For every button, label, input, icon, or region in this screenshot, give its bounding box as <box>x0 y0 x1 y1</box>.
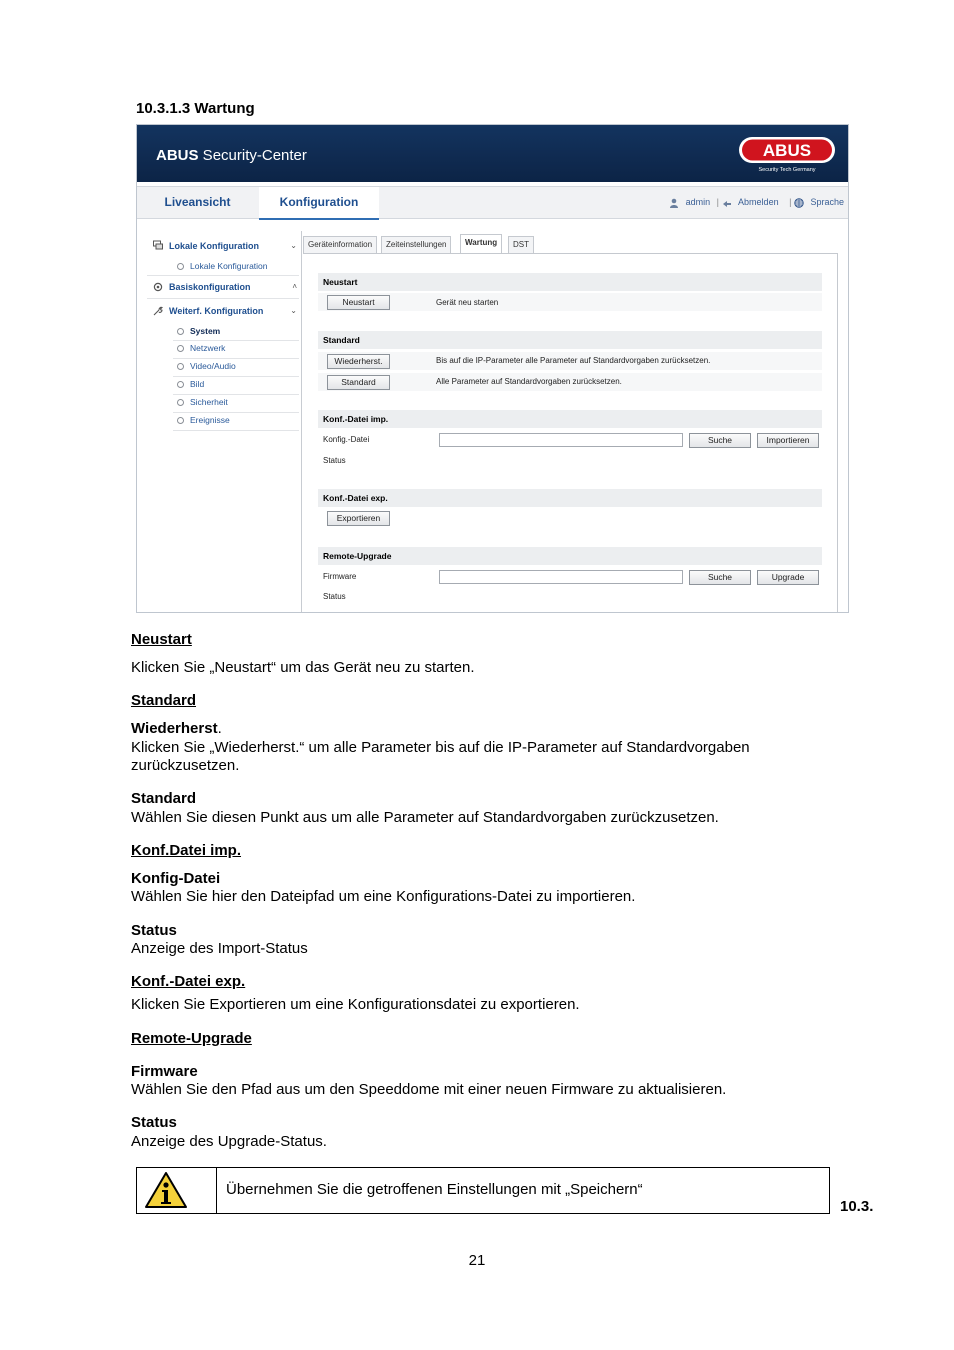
text-standard: Wählen Sie diesen Punkt aus um alle Parameter auf Standardvorgaben zurückzusetzen. <box>131 809 719 826</box>
section-heading: 10.3.1.3 Wartung <box>136 100 255 117</box>
sidebar-item-basiskonfiguration[interactable]: Basiskonfiguration <box>169 282 251 292</box>
text-konfig-datei: Wählen Sie hier den Dateipfad um eine Konfigurations-Datei zu importieren. <box>131 888 636 905</box>
upgrade-status-label: Status <box>323 592 346 601</box>
main-nav <box>137 186 849 219</box>
term-standard: Standard <box>131 790 197 807</box>
divider <box>173 412 299 413</box>
chevron-down-icon[interactable]: ⌄ <box>290 306 297 315</box>
term-wiederherst: Wiederherst. <box>131 720 222 737</box>
heading-konf-datei-exp: Konf.-Datei exp. <box>131 973 246 990</box>
import-status-label: Status <box>323 456 346 465</box>
text-wiederherst: Klicken Sie „Wiederherst.“ um alle Parameter bis auf die IP-Parameter auf Standardvorgaben zurückzusetzen. <box>131 739 750 774</box>
group-export: Konf.-Datei exp. <box>318 489 822 507</box>
sidebar-subitem-video-audio[interactable]: Video/Audio <box>177 361 236 371</box>
sidebar-item-weiterf-konfiguration[interactable]: Weiterf. Konfiguration <box>169 306 264 316</box>
local-config-icon <box>153 240 163 250</box>
group-remote-upgrade: Remote-Upgrade <box>318 547 822 565</box>
row-background <box>318 293 822 311</box>
app-banner <box>137 125 849 182</box>
note-icon-cell <box>137 1168 217 1213</box>
wrench-icon <box>153 306 163 316</box>
term-status-upgrade: Status <box>131 1114 177 1131</box>
text-status-upgrade: Anzeige des Upgrade-Status. <box>131 1133 327 1150</box>
sidebar-subitem-netzwerk[interactable]: Netzwerk <box>177 343 225 353</box>
term-status-import: Status <box>131 922 177 939</box>
export-button[interactable]: Exportieren <box>327 511 390 526</box>
divider <box>147 275 299 276</box>
app-title: ABUS Security-Center <box>156 147 307 164</box>
note-text: Übernehmen Sie die getroffenen Einstellungen mit „Speichern“ <box>226 1181 643 1198</box>
tab-liveansicht[interactable]: Liveansicht <box>164 195 231 209</box>
default-description: Alle Parameter auf Standardvorgaben zurücksetzen. <box>436 377 622 386</box>
firmware-input[interactable] <box>439 570 683 584</box>
svg-text:ABUS: ABUS <box>762 141 812 160</box>
page-number: 21 <box>468 1252 486 1269</box>
sidebar-divider <box>301 231 302 613</box>
bullet-icon <box>177 345 184 352</box>
sidebar-subitem-system[interactable]: System <box>177 326 220 336</box>
import-search-button[interactable]: Suche <box>689 433 751 448</box>
logout-icon <box>722 198 732 208</box>
bullet-icon <box>177 381 184 388</box>
tab-geraeteinformation[interactable]: Geräteinformation <box>303 236 377 253</box>
term-firmware: Firmware <box>131 1063 198 1080</box>
heading-standard: Standard <box>131 692 197 709</box>
restore-button[interactable]: Wiederherst. <box>327 354 390 369</box>
sidebar-item-lokale-konfiguration[interactable]: Lokale Konfiguration <box>169 241 259 251</box>
logout-link[interactable]: Abmelden <box>738 197 779 207</box>
user-bar: admin | Abmelden | Sprache <box>669 187 844 218</box>
admin-link[interactable]: admin <box>685 197 711 207</box>
basic-config-icon <box>153 282 163 292</box>
tab-dst[interactable]: DST <box>508 236 534 253</box>
config-screenshot <box>136 124 849 613</box>
sidebar-subitem-lokale-konfiguration[interactable]: Lokale Konfiguration <box>177 261 268 271</box>
text-status-import: Anzeige des Import-Status <box>131 940 308 957</box>
default-button[interactable]: Standard <box>327 375 390 390</box>
text-firmware: Wählen Sie den Pfad aus um den Speeddome mit einer neuen Firmware zu aktualisieren. <box>131 1081 727 1098</box>
firmware-label: Firmware <box>323 572 357 581</box>
info-warning-icon <box>144 1171 188 1209</box>
text-export: Klicken Sie Exportieren um eine Konfigurationsdatei zu exportieren. <box>131 996 580 1013</box>
user-icon <box>669 198 679 208</box>
heading-konf-datei-imp: Konf.Datei imp. <box>131 842 242 859</box>
restart-description: Gerät neu starten <box>436 298 499 307</box>
sidebar-subitem-ereignisse[interactable]: Ereignisse <box>177 415 230 425</box>
restore-description: Bis auf die IP-Parameter alle Parameter auf Standardvorgaben zurücksetzen. <box>436 356 711 365</box>
group-import: Konf.-Datei imp. <box>318 410 822 428</box>
heading-neustart: Neustart <box>131 631 192 648</box>
config-file-input[interactable] <box>439 433 683 447</box>
group-neustart: Neustart <box>318 273 822 291</box>
abus-logo <box>738 135 836 173</box>
note-box <box>136 1167 830 1214</box>
divider <box>173 358 299 359</box>
heading-remote-upgrade: Remote-Upgrade <box>131 1030 252 1047</box>
svg-text:Security Tech Germany: Security Tech Germany <box>758 167 816 173</box>
chevron-down-icon[interactable]: ⌄ <box>290 241 297 250</box>
term-konfig-datei: Konfig-Datei <box>131 870 221 887</box>
upgrade-search-button[interactable]: Suche <box>689 570 751 585</box>
import-button[interactable]: Importieren <box>757 433 819 448</box>
divider <box>173 394 299 395</box>
group-standard: Standard <box>318 331 822 349</box>
sidebar-subitem-bild[interactable]: Bild <box>177 379 204 389</box>
divider <box>173 430 299 431</box>
globe-icon <box>794 198 804 208</box>
upgrade-button[interactable]: Upgrade <box>757 570 819 585</box>
bullet-icon <box>177 399 184 406</box>
trailing-section-number: 10.3. <box>840 1198 874 1215</box>
sidebar-subitem-sicherheit[interactable]: Sicherheit <box>177 397 228 407</box>
chevron-up-icon[interactable]: ˄ <box>292 282 297 291</box>
language-link[interactable]: Sprache <box>810 197 844 207</box>
divider <box>173 376 299 377</box>
text-neustart: Klicken Sie „Neustart“ um das Gerät neu zu starten. <box>131 659 475 676</box>
bullet-icon <box>177 363 184 370</box>
config-file-label: Konfig.-Datei <box>323 435 370 444</box>
tab-zeiteinstellungen[interactable]: Zeiteinstellungen <box>381 236 451 253</box>
bullet-icon <box>177 417 184 424</box>
tab-wartung[interactable]: Wartung <box>460 234 502 253</box>
sidebar <box>147 237 299 607</box>
tab-konfiguration[interactable]: Konfiguration <box>259 187 379 220</box>
bullet-icon <box>177 263 184 270</box>
restart-button[interactable]: Neustart <box>327 295 390 310</box>
bullet-icon <box>177 328 184 335</box>
divider <box>173 340 299 341</box>
divider <box>147 298 299 299</box>
